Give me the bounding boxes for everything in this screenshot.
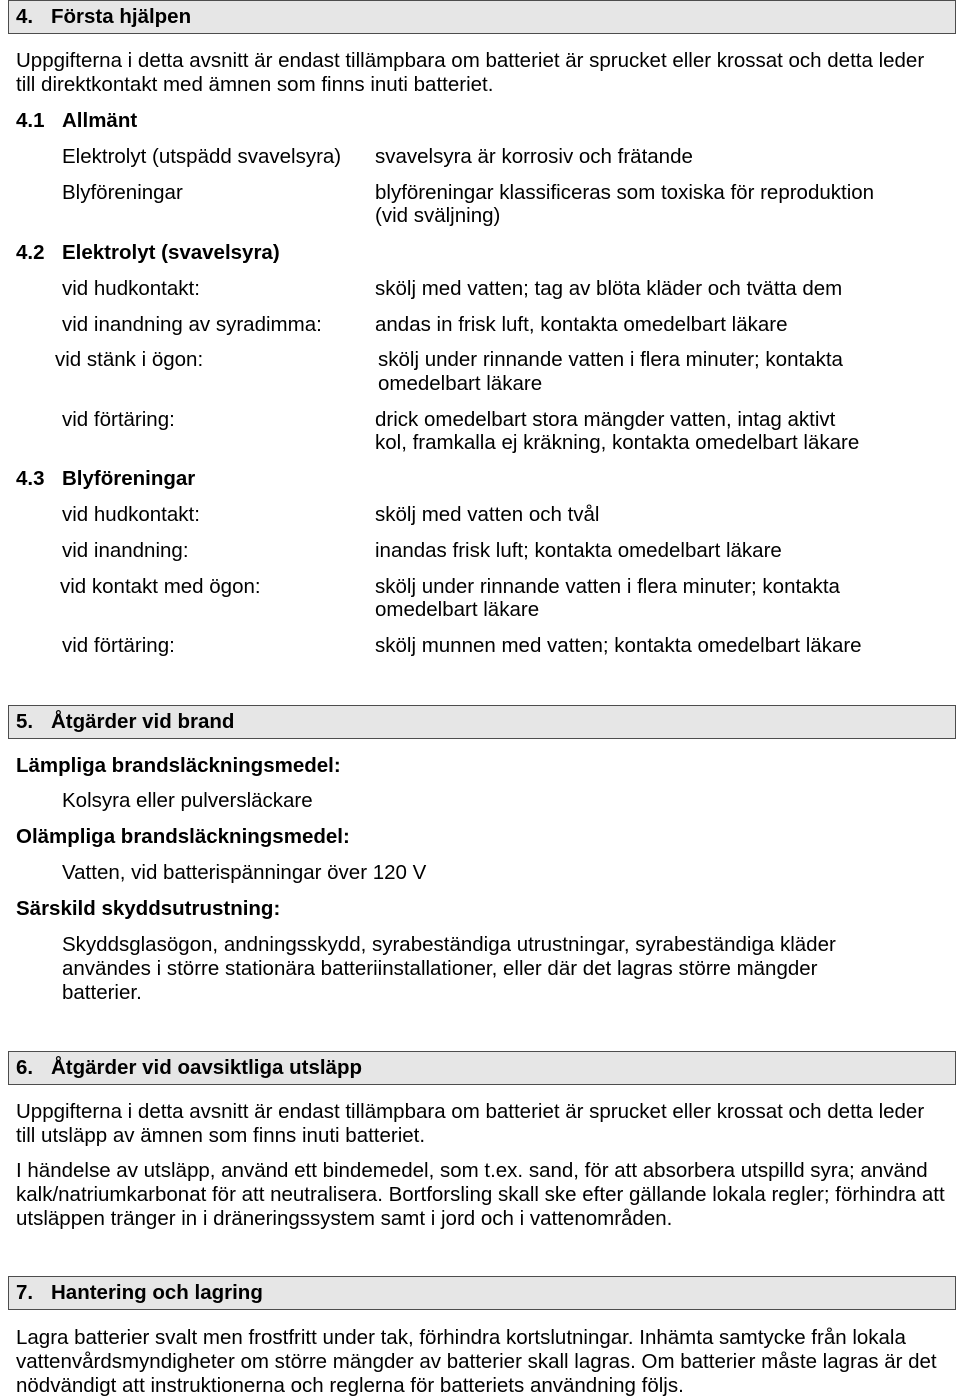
paragraph-line: batterier.	[62, 981, 142, 1004]
exposure-label: vid kontakt med ögon:	[60, 575, 261, 598]
instruction-line: skölj under rinnande vatten i flera minuter; kontakta	[378, 348, 843, 371]
subsection-title: Elektrolyt (svavelsyra)	[62, 241, 280, 264]
section-title: Åtgärder vid oavsiktliga utsläpp	[51, 1056, 362, 1079]
exposure-label: vid inandning:	[62, 539, 189, 562]
paragraph-line: utsläppen tränger in i dräneringssystem samt i jord och i vattenområden.	[16, 1207, 673, 1230]
subsection-number: 4.1	[16, 109, 45, 132]
section-number: 7.	[16, 1281, 34, 1304]
section-number: 6.	[16, 1056, 34, 1079]
paragraph-line: I händelse av utsläpp, använd ett bindemedel, som t.ex. sand, för att absorbera utspilld syra; använd	[16, 1159, 928, 1182]
instruction-line: drick omedelbart stora mängder vatten, intag aktivt	[375, 408, 836, 431]
instruction-line: omedelbart läkare	[378, 372, 543, 395]
instruction-line: skölj under rinnande vatten i flera minuter; kontakta	[375, 575, 840, 598]
exposure-label: vid inandning av syradimma:	[62, 313, 322, 336]
instruction-line: svavelsyra är korrosiv och frätande	[375, 145, 693, 168]
instruction-line: skölj med vatten; tag av blöta kläder och tvätta dem	[375, 277, 843, 300]
section-title: Första hjälpen	[51, 5, 192, 28]
paragraph-line: användes i större stationära batteriinstallationer, eller där det lagras större mängder	[62, 957, 818, 980]
exposure-label: Blyföreningar	[62, 181, 183, 204]
exposure-label: vid hudkontakt:	[62, 277, 200, 300]
subsection-number: 4.2	[16, 241, 45, 264]
paragraph-line: kalk/natriumkarbonat för att neutralisera. Bortforsling skall ske efter gällande lokala regler; förhindra att	[16, 1183, 945, 1206]
paragraph-line: Uppgifterna i detta avsnitt är endast tillämpbara om batteriet är sprucket eller krossat och detta leder	[16, 1100, 925, 1123]
field-heading: Olämpliga brandsläckningsmedel:	[16, 825, 350, 848]
section-number: 4.	[16, 5, 34, 28]
paragraph-line: Lagra batterier svalt men frostfritt under tak, förhindra kortslutningar. Inhämta samtycke från lokala	[16, 1326, 906, 1349]
field-heading: Särskild skyddsutrustning:	[16, 897, 281, 920]
subsection-number: 4.3	[16, 467, 45, 490]
paragraph-line: Skyddsglasögon, andningsskydd, syrabeständiga utrustningar, syrabeständiga kläder	[62, 933, 836, 956]
section-title: Åtgärder vid brand	[51, 710, 235, 733]
exposure-label: vid förtäring:	[62, 634, 175, 657]
field-heading: Lämpliga brandsläckningsmedel:	[16, 754, 341, 777]
field-value: Vatten, vid batterispänningar över 120 V	[62, 861, 427, 884]
subsection-title: Blyföreningar	[62, 467, 196, 490]
instruction-line: inandas frisk luft; kontakta omedelbart läkare	[375, 539, 782, 562]
instruction-line: (vid sväljning)	[375, 204, 501, 227]
subsection-title: Allmänt	[62, 109, 138, 132]
paragraph-line: nödvändigt att instruktionerna och reglerna för batteriets användning följs.	[16, 1374, 684, 1397]
section-header-first-aid	[8, 0, 956, 34]
instruction-line: skölj munnen med vatten; kontakta omedelbart läkare	[375, 634, 862, 657]
instruction-line: andas in frisk luft, kontakta omedelbart läkare	[375, 313, 788, 336]
exposure-label: vid förtäring:	[62, 408, 175, 431]
section-header-accidental-release	[8, 1051, 956, 1085]
instruction-line: blyföreningar klassificeras som toxiska för reproduktion	[375, 181, 875, 204]
instruction-line: skölj med vatten och tvål	[375, 503, 600, 526]
instruction-line: kol, framkalla ej kräkning, kontakta omedelbart läkare	[375, 431, 860, 454]
paragraph-line: till utsläpp av ämnen som finns inuti batteriet.	[16, 1124, 426, 1147]
field-value: Kolsyra eller pulversläckare	[62, 789, 313, 812]
instruction-line: omedelbart läkare	[375, 598, 540, 621]
section-number: 5.	[16, 710, 34, 733]
section-title: Hantering och lagring	[51, 1281, 263, 1304]
paragraph-line: till direktkontakt med ämnen som finns inuti batteriet.	[16, 73, 494, 96]
paragraph-line: vattenvårdsmyndigheter om större mängder av batterier skall lagras. Om batterier måste lagras är det	[16, 1350, 937, 1373]
section-header-fire	[8, 705, 956, 739]
exposure-label: vid hudkontakt:	[62, 503, 200, 526]
exposure-label: Elektrolyt (utspädd svavelsyra)	[62, 145, 342, 168]
exposure-label: vid stänk i ögon:	[55, 348, 204, 371]
section-header-handling-storage	[8, 1276, 956, 1310]
paragraph-line: Uppgifterna i detta avsnitt är endast tillämpbara om batteriet är sprucket eller krossat och detta leder	[16, 49, 925, 72]
